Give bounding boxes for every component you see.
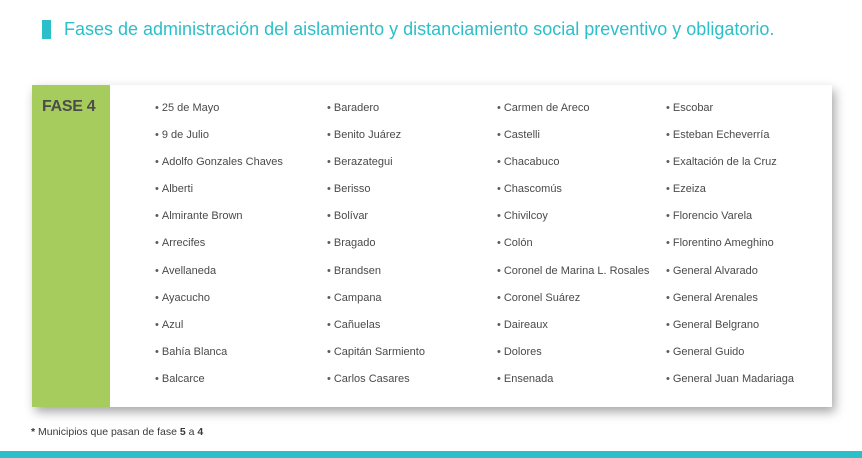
municipality-item <box>155 258 283 285</box>
municipality-item <box>327 339 425 366</box>
footnote-phase-from: 5 <box>179 426 186 438</box>
municipality-item <box>666 339 794 366</box>
bullet-icon: • <box>327 264 331 277</box>
municipality-column-1 <box>155 95 283 393</box>
municipality-name: Campana <box>333 291 382 304</box>
municipality-name: Balcarce <box>161 372 205 385</box>
bullet-icon: • <box>155 318 159 331</box>
municipality-item <box>155 339 283 366</box>
footnote-phase-to: 4 <box>197 426 204 438</box>
municipality-name: Bahía Blanca <box>161 345 228 358</box>
municipality-name: Carlos Casares <box>333 372 410 385</box>
municipality-item <box>327 149 425 176</box>
municipality-name: General Arenales <box>672 291 758 304</box>
municipality-name: General Juan Madariaga <box>672 372 794 385</box>
bullet-icon: • <box>155 129 159 142</box>
bullet-icon: • <box>327 183 331 196</box>
municipality-name: Alberti <box>161 183 194 196</box>
bullet-icon: • <box>155 183 159 196</box>
bullet-icon: • <box>327 237 331 250</box>
municipality-name: Coronel Suárez <box>503 291 581 304</box>
municipality-item <box>327 258 425 285</box>
footnote-asterisk: * <box>31 426 36 438</box>
municipality-name: Chascomús <box>503 183 562 196</box>
municipality-item <box>155 285 283 312</box>
municipality-item <box>497 366 649 393</box>
bullet-icon: • <box>155 210 159 223</box>
municipality-item <box>666 203 794 230</box>
municipality-name: General Guido <box>672 345 745 358</box>
page-header <box>42 19 774 40</box>
municipality-name: Berazategui <box>333 156 393 169</box>
municipality-item <box>666 149 794 176</box>
municipality-item <box>327 366 425 393</box>
bullet-icon: • <box>666 372 670 385</box>
bullet-icon: • <box>497 345 501 358</box>
bullet-icon: • <box>666 345 670 358</box>
municipality-name: Carmen de Areco <box>503 102 590 114</box>
bullet-icon: • <box>666 291 670 304</box>
municipality-name: Capitán Sarmiento <box>333 345 425 358</box>
bullet-icon: • <box>155 237 159 250</box>
municipality-name: Ensenada <box>503 372 554 385</box>
municipality-name: Castelli <box>503 129 540 142</box>
bullet-icon: • <box>327 129 331 142</box>
municipality-name: Adolfo Gonzales Chaves <box>161 156 283 169</box>
bullet-icon: • <box>327 210 331 223</box>
bullet-icon: • <box>327 318 331 331</box>
municipality-item <box>666 122 794 149</box>
bullet-icon: • <box>666 264 670 277</box>
bullet-icon: • <box>327 156 331 169</box>
bullet-icon: • <box>155 264 159 277</box>
footnote-text: Municipios que pasan de fase <box>35 426 180 438</box>
municipality-item <box>155 149 283 176</box>
municipality-name: Chacabuco <box>503 156 560 169</box>
phase-label: FASE 4 <box>42 98 96 115</box>
municipality-item <box>155 95 283 122</box>
bullet-icon: • <box>155 156 159 169</box>
municipality-item <box>497 122 649 149</box>
municipality-item <box>497 285 649 312</box>
bullet-icon: • <box>155 345 159 358</box>
bullet-icon: • <box>666 183 670 196</box>
bullet-icon: • <box>497 183 501 196</box>
municipality-item <box>666 176 794 203</box>
municipality-item <box>327 176 425 203</box>
municipality-name: Ezeiza <box>672 183 706 196</box>
bullet-icon: • <box>666 156 670 169</box>
municipality-item <box>666 366 794 393</box>
bullet-icon: • <box>666 210 670 223</box>
header-accent-bar <box>42 20 51 39</box>
municipality-item <box>666 95 794 122</box>
municipality-name: Bragado <box>333 237 376 250</box>
bullet-icon: • <box>497 264 501 277</box>
municipality-item <box>327 230 425 257</box>
municipality-name: Ayacucho <box>161 291 210 304</box>
municipality-name: Exaltación de la Cruz <box>672 156 777 169</box>
municipality-item <box>327 122 425 149</box>
municipality-name: General Belgrano <box>672 318 760 331</box>
bullet-icon: • <box>155 372 159 385</box>
municipality-item <box>327 312 425 339</box>
bullet-icon: • <box>155 291 159 304</box>
page-title: Fases de administración del aislamiento y distanciamiento social preventivo y obligatorio. <box>64 19 775 39</box>
municipality-item <box>327 95 425 122</box>
municipality-name: Avellaneda <box>161 264 217 277</box>
bullet-icon: • <box>497 129 501 142</box>
municipality-name: 9 de Julio <box>161 129 209 142</box>
municipality-item <box>497 176 649 203</box>
municipality-name: Chivilcoy <box>503 210 548 223</box>
municipality-column-2 <box>327 95 425 393</box>
municipality-name: Dolores <box>503 345 542 358</box>
bullet-icon: • <box>155 102 159 114</box>
municipality-name: Florentino Ameghino <box>672 237 774 250</box>
municipality-item <box>497 258 649 285</box>
bullet-icon: • <box>666 102 670 114</box>
bullet-icon: • <box>497 156 501 169</box>
municipality-name: Cañuelas <box>333 318 381 331</box>
municipality-item <box>155 312 283 339</box>
municipality-item <box>155 203 283 230</box>
footnote-connector: a <box>185 426 198 438</box>
municipality-name: Colón <box>503 237 533 250</box>
bullet-icon: • <box>666 129 670 142</box>
municipality-column-4 <box>666 95 794 393</box>
municipality-name: Escobar <box>672 102 714 114</box>
bullet-icon: • <box>497 237 501 250</box>
municipality-item <box>497 149 649 176</box>
municipality-item <box>155 366 283 393</box>
bullet-icon: • <box>497 102 501 114</box>
municipality-name: Azul <box>161 318 184 331</box>
municipality-name: Florencio Varela <box>672 210 753 223</box>
municipality-item <box>155 176 283 203</box>
municipality-item <box>155 122 283 149</box>
municipality-item <box>666 230 794 257</box>
bullet-icon: • <box>497 372 501 385</box>
bullet-icon: • <box>497 318 501 331</box>
municipality-column-3 <box>497 95 649 393</box>
bullet-icon: • <box>497 291 501 304</box>
municipality-item <box>497 230 649 257</box>
municipality-item <box>666 258 794 285</box>
bullet-icon: • <box>327 291 331 304</box>
phase-tab <box>32 85 110 407</box>
bullet-icon: • <box>327 372 331 385</box>
municipality-item <box>327 285 425 312</box>
municipality-name: General Alvarado <box>672 264 758 277</box>
bullet-icon: • <box>497 210 501 223</box>
municipality-name: Arrecifes <box>161 237 206 250</box>
municipality-name: 25 de Mayo <box>161 102 220 114</box>
municipality-name: Daireaux <box>503 318 548 331</box>
municipality-item <box>497 312 649 339</box>
municipality-item <box>497 339 649 366</box>
municipality-item <box>327 203 425 230</box>
bullet-icon: • <box>327 102 331 114</box>
phase-card <box>32 85 832 407</box>
municipality-item <box>155 230 283 257</box>
municipality-name: Almirante Brown <box>161 210 243 223</box>
bottom-accent-band <box>0 451 862 458</box>
municipality-item <box>666 312 794 339</box>
municipality-name: Baradero <box>333 102 380 114</box>
municipality-name: Benito Juárez <box>333 129 402 142</box>
municipality-name: Esteban Echeverría <box>672 129 770 142</box>
municipality-name: Berisso <box>333 183 371 196</box>
bullet-icon: • <box>327 345 331 358</box>
bullet-icon: • <box>666 237 670 250</box>
municipality-item <box>666 285 794 312</box>
municipality-name: Brandsen <box>333 264 381 277</box>
municipality-item <box>497 203 649 230</box>
municipality-item <box>497 95 649 122</box>
bullet-icon: • <box>666 318 670 331</box>
municipality-name: Bolívar <box>333 210 369 223</box>
municipality-name: Coronel de Marina L. Rosales <box>503 264 650 277</box>
footnote <box>31 426 203 438</box>
